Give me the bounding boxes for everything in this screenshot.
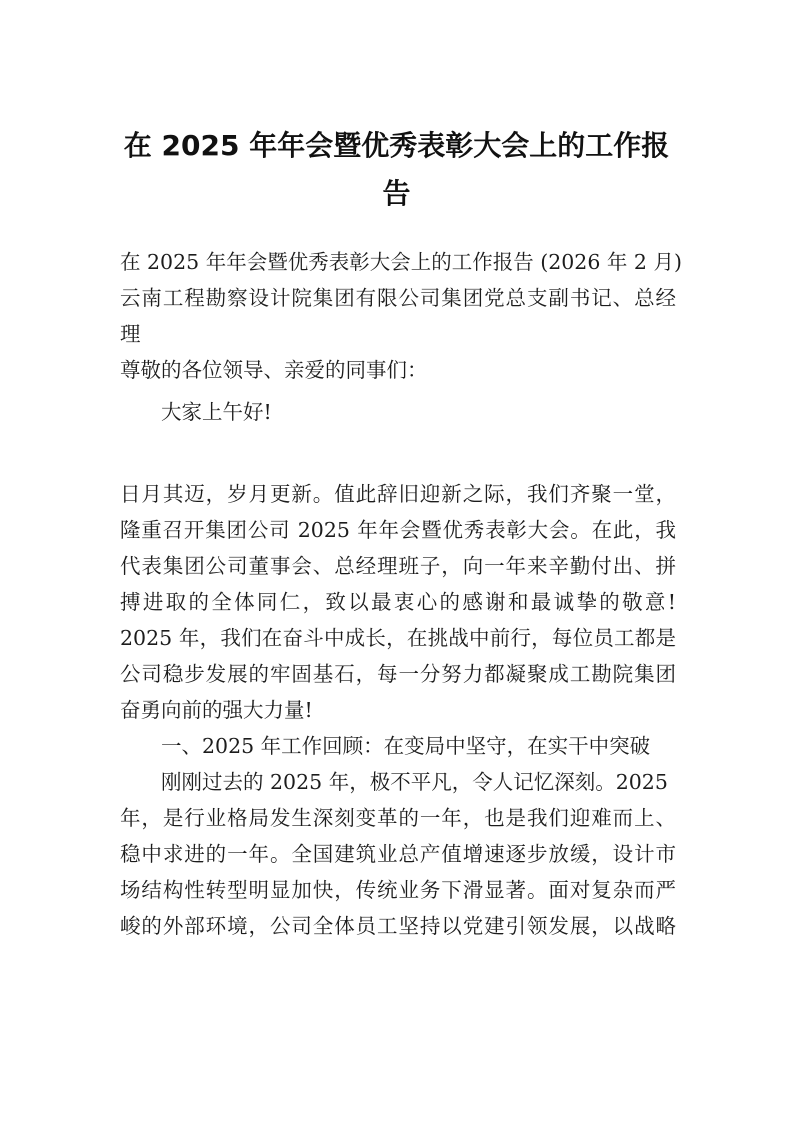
author-line-2: 理 <box>120 322 141 346</box>
document-body <box>120 244 682 944</box>
title-line-1: 在 2025 年年会暨优秀表彰大会上的工作报 <box>123 129 670 162</box>
paragraph-line: 代表集团公司董事会、总经理班子，向一年来辛勤付出、拼 <box>120 554 676 578</box>
paragraph-line: 年，是行业格局发生深刻变革的一年，也是我们迎难而上、 <box>120 806 676 830</box>
paragraph-1 <box>120 476 676 728</box>
paragraph-line: 搏进取的全体同仁，致以最衷心的感谢和最诚挚的敬意! <box>120 590 676 614</box>
spacer <box>120 430 676 476</box>
paragraph-line: 2025 年，我们在奋斗中成长，在挑战中前行，每位员工都是 <box>120 626 676 650</box>
paragraph-line: 刚刚过去的 2025 年，极不平凡，令人记忆深刻。2025 <box>161 770 668 794</box>
paragraph-line: 公司稳步发展的牢固基石，每一分努力都凝聚成工勘院集团 <box>120 662 676 686</box>
paragraph-line: 稳中求进的一年。全国建筑业总产值增速逐步放缓，设计市 <box>120 842 676 866</box>
paragraph-line: 日月其迈，岁月更新。值此辞旧迎新之际，我们齐聚一堂， <box>120 482 676 506</box>
salutation: 尊敬的各位领导、亲爱的同事们： <box>120 358 428 382</box>
greeting: 大家上午好! <box>161 400 272 424</box>
paragraph-line: 奋勇向前的强大力量! <box>120 698 313 722</box>
title-line-2: 告 <box>382 177 411 210</box>
subtitle: 在 2025 年年会暨优秀表彰大会上的工作报告 (2026 年 2 月) <box>120 250 682 274</box>
section-heading: 一、2025 年工作回顾：在变局中坚守，在实干中突破 <box>161 734 651 758</box>
paragraph-2 <box>120 764 676 944</box>
document-title <box>110 122 683 218</box>
paragraph-line: 场结构性转型明显加快，传统业务下滑显著。面对复杂而严 <box>120 878 676 902</box>
paragraph-line: 隆重召开集团公司 2025 年年会暨优秀表彰大会。在此，我 <box>120 518 676 542</box>
author-line-1: 云南工程勘察设计院集团有限公司集团党总支副书记、总经 <box>120 286 676 310</box>
paragraph-line: 峻的外部环境，公司全体员工坚持以党建引领发展，以战略 <box>120 914 676 938</box>
